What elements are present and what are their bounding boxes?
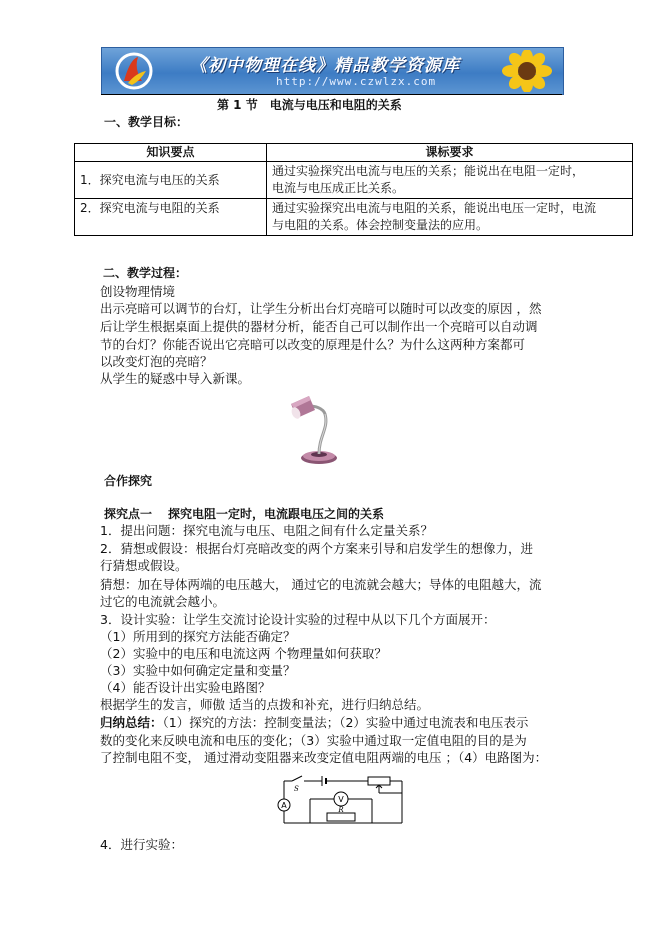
ammeter-label: A xyxy=(281,801,287,810)
step1-label: 1．提出问题： xyxy=(100,523,183,538)
requirement-line: 通过实验探究出电流与电压的关系；能说出在电阻一定时， xyxy=(272,164,585,178)
circuit-diagram xyxy=(268,775,410,827)
requirements-table xyxy=(74,143,633,236)
teacher-line: 根据学生的发言，师傲 适当的点拨和补充，进行归纳总结。 xyxy=(100,697,429,712)
step3 xyxy=(100,611,495,628)
step2-text: 根据台灯亮暗改变的两个方案来引导和启发学生的想像力，进 xyxy=(195,541,533,556)
point1-label: 探究点一 xyxy=(104,507,153,521)
question-item: （1）所用到的探究方法能否确定？ xyxy=(100,629,296,644)
intro-line: 出示亮暗可以调节的台灯，让学生分析出台灯亮暗可以随时可以改变的原因 ，然 xyxy=(100,301,542,316)
sunflower-icon xyxy=(497,50,557,92)
process-heading: 二、教学过程： xyxy=(103,266,188,280)
banner-rule xyxy=(101,94,562,95)
summary-line: 数的变化来反映电流和电压的变化；（3）实验中通过取一定值电阻的目的是为 xyxy=(100,733,527,748)
table-row xyxy=(75,199,633,236)
summary-first xyxy=(100,714,528,731)
header-requirements: 课标要求 xyxy=(267,144,633,162)
step4-label: 4．进行实验： xyxy=(100,837,183,852)
question-item: （3）实验中如何确定定量和变量？ xyxy=(100,663,296,678)
requirement-line: 与电阻的关系。体会控制变量法的应用。 xyxy=(272,218,489,232)
banner-title: 《初中物理在线》精品教学资源库 xyxy=(190,56,460,76)
step2-continued: 行猜想或假设。 xyxy=(100,558,188,573)
summary-line: 了控制电阻不变， 通过滑动变阻器来改变定值电阻两端的电压 ；（4）电路图为： xyxy=(100,750,548,765)
step2 xyxy=(100,540,533,557)
header-knowledge: 知识要点 xyxy=(75,144,267,162)
summary-label: 归纳总结： xyxy=(100,715,163,730)
step3-text: 让学生交流讨论设计实验的过程中从以下几个方面展开： xyxy=(182,612,496,627)
step2-label: 2．猜想或假设： xyxy=(100,541,196,556)
step1-text: 探究电流与电压、电阻之间有什么定量关系？ xyxy=(182,523,433,538)
intro-line: 以改变灯泡的亮暗？ xyxy=(100,354,213,369)
resistor-label: R xyxy=(338,806,344,814)
site-banner xyxy=(101,47,564,95)
coop-heading: 合作探究 xyxy=(104,474,153,488)
voltmeter-label: V xyxy=(338,795,344,804)
switch-label: S xyxy=(294,785,299,793)
logo-icon xyxy=(114,51,154,91)
desk-lamp-image xyxy=(285,392,351,466)
guess-line: 猜想：加在导体两端的电压越大， 通过它的电流就会越大；导体的电阻越大，流 xyxy=(100,577,542,592)
step3-label: 3．设计实验： xyxy=(100,612,183,627)
step1 xyxy=(100,522,433,539)
intro-line: 后让学生根据桌面上提供的器材分析，能否自己可以制作出一个亮暗可以自动调 xyxy=(100,319,538,334)
requirement-cell xyxy=(267,199,633,236)
requirement-line: 通过实验探究出电流与电阻的关系，能说出电压一定时，电流 xyxy=(272,201,597,215)
table-row xyxy=(75,162,633,199)
guess-line: 过它的电流就会越小。 xyxy=(100,594,226,609)
situation-label: 创设物理情境 xyxy=(100,284,176,299)
intro-line: 从学生的疑惑中导入新课。 xyxy=(100,371,251,386)
table-header-row xyxy=(75,144,633,162)
question-item: （2）实验中的电压和电流这两 个物理量如何获取？ xyxy=(100,646,387,661)
banner-url[interactable]: http://www.czwlzx.com xyxy=(276,75,437,88)
section-title: 第 1 节 电流与电压和电阻的关系 xyxy=(217,98,402,112)
question-item: （4）能否设计出实验电路图？ xyxy=(100,680,271,695)
intro-line: 节的台灯？你能否说出它亮暗可以改变的原理是什么？为什么这两种方案都可 xyxy=(100,337,526,352)
knowledge-point: 2．探究电流与电阻的关系 xyxy=(75,199,267,236)
requirement-line: 电流与电压成正比关系。 xyxy=(272,181,405,195)
knowledge-point: 1．探究电流与电压的关系 xyxy=(75,162,267,199)
requirement-cell xyxy=(267,162,633,199)
summary-line: （1）探究的方法：控制变量法；（2）实验中通过电流表和电压表示 xyxy=(162,715,529,730)
goals-heading: 一、教学目标： xyxy=(104,115,189,129)
point1-title: 探究电阻一定时，电流跟电压之间的关系 xyxy=(168,507,385,521)
